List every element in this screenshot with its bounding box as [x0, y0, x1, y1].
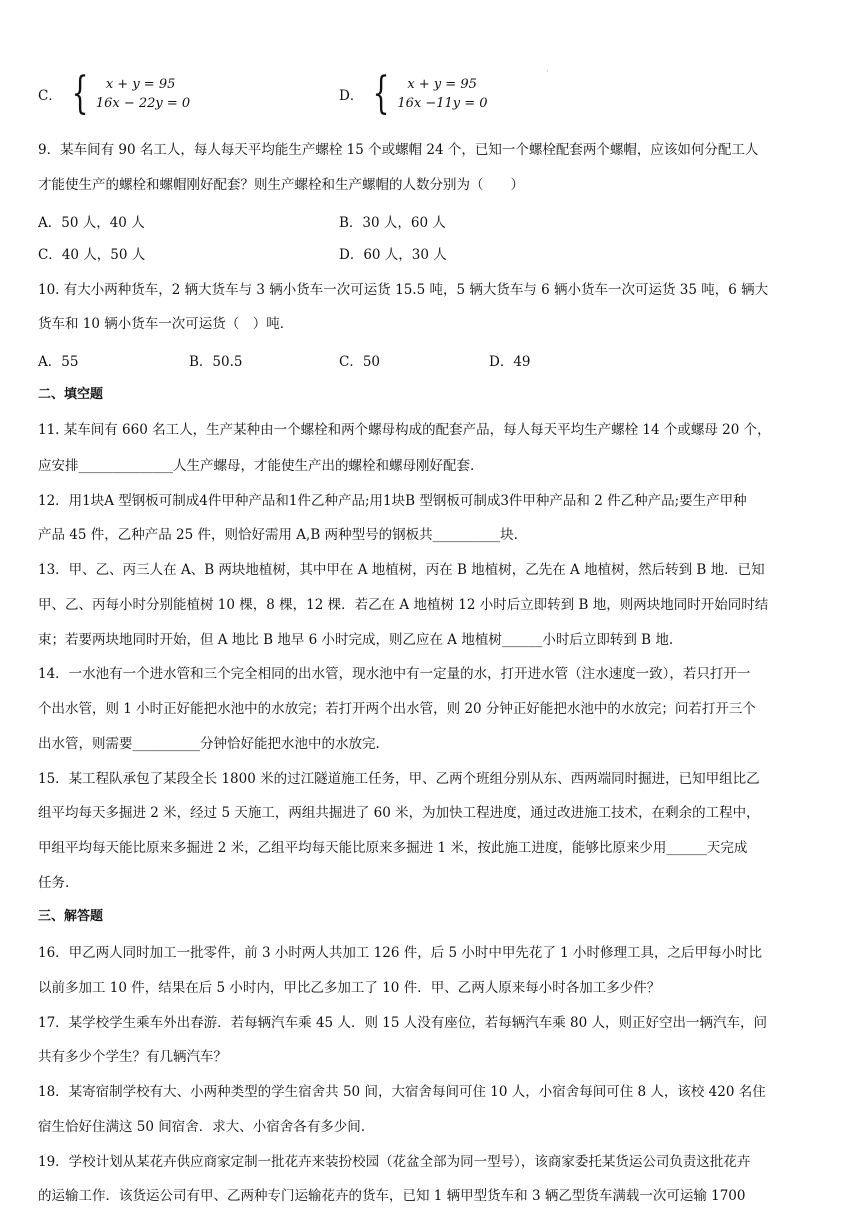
q10-option-d: D．49: [489, 354, 531, 371]
q16-line: 16．甲乙两人同时加工一批零件，前 3 小时两人共加工 126 件，后 5 小时中甲先花了 1 小时修理工具，之后甲每小时比: [38, 944, 763, 961]
section-heading: 三、解答题: [38, 909, 104, 925]
equation-system: [96, 75, 190, 113]
q18-line: 18．某寄宿制学校有大、小两种类型的学生宿舍共 50 间，大宿舍每间可住 10 人，小宿舍每间可住 8 人，该校 420 名住: [38, 1083, 766, 1100]
q18-line: 宿生恰好住满这 50 间宿舍．求大、小宿舍各有多少间.: [38, 1118, 366, 1135]
q9-option-c: C．40 人，50 人: [38, 247, 146, 264]
q8-option-c: [38, 68, 191, 119]
q10-option-b: B．50.5: [189, 354, 243, 371]
q10-option-a: A．55: [38, 354, 79, 371]
q15-line: 任务.: [38, 875, 70, 892]
q12-line: 产品 45 件，乙种产品 25 件，则恰好需用 A,B 两种型号的钢板共__________块.: [38, 526, 518, 543]
q14-line: 14．一水池有一个进水管和三个完全相同的出水管，现水池中有一定量的水，打开进水管（注水速度一致），若只打开一: [38, 665, 751, 682]
section-heading: 二、填空题: [38, 387, 104, 403]
equation: 16x − 22y = 0: [95, 96, 191, 111]
q9-option-a: A．50 人，40 人: [38, 215, 145, 231]
q9-option-d: D．60 人，30 人: [339, 247, 447, 264]
q19-line: 19．学校计划从某花卉供应商家定制一批花卉来装扮校园（花盆全部为同一型号），该商家委托某货运公司负责这批花卉: [38, 1153, 751, 1170]
q15-line: 15．某工程队承包了某段全长 1800 米的过江隧道施工任务，甲、乙两个班组分别从东、西两端同时掘进，已知甲组比乙: [38, 771, 760, 788]
stray-dot: ·: [546, 67, 549, 76]
q17-line: 共有多少个学生？有几辆汽车？: [38, 1048, 227, 1065]
option-label: C．: [38, 88, 62, 104]
q9-line: 才能使生产的螺栓和螺帽刚好配套？则生产螺栓和生产螺帽的人数分别为（ ）: [38, 177, 524, 194]
equation: x + y = 95: [105, 77, 176, 92]
q10-line: 货车和 10 辆小货车一次可运货（ ）吨．: [38, 316, 294, 333]
q11-line: 应安排______________人生产螺母，才能使生产出的螺栓和螺母刚好配套.: [38, 457, 475, 474]
q12-line: 12．用1块A 型钢板可制成4件甲种产品和1件乙种产品;用1块B 型钢板可制成3件甲种产品和 2 件乙种产品;要生产甲种: [38, 492, 747, 509]
q15-line: 组平均每天多掘进 2 米，经过 5 天施工，两组共掘进了 60 米，为加快工程进度，通过改进施工技术，在剩余的工程中，: [38, 805, 760, 822]
q13-line: 甲、乙、丙每小时分别能植树 10 棵，8 棵，12 棵．若乙在 A 地植树 12 小时后立即转到 B 地，则两块地同时开始同时结: [38, 596, 769, 613]
q9-option-b: B．30 人，60 人: [339, 215, 446, 231]
q10-line: 10. 有大小两种货车，2 辆大货车与 3 辆小货车一次可运货 15.5 吨，5 辆大货车与 6 辆小货车一次可运货 35 吨，6 辆大: [38, 282, 769, 299]
equation: 16x −11y = 0: [397, 96, 488, 111]
brace-icon: {: [372, 68, 390, 119]
q14-line: 出水管，则需要__________分钟恰好能把水池中的水放完.: [38, 736, 380, 753]
q19-line: 的运输工作．该货运公司有甲、乙两种专门运输花卉的货车，已知 1 辆甲型货车和 3 辆乙型货车满载一次可运输 1700: [38, 1188, 746, 1204]
brace-icon: {: [71, 68, 89, 119]
q15-line: 甲组平均每天能比原来多掘进 2 米，乙组平均每天能比原来多掘进 1 米，按此施工进度，能够比原来少用______天完成: [38, 840, 748, 857]
q13-line: 13．甲、乙、丙三人在 A、B 两块地植树，其中甲在 A 地植树，丙在 B 地植树，乙先在 A 地植树，然后转到 B 地．已知: [38, 561, 765, 578]
q14-line: 个出水管，则 1 小时正好能把水池中的水放完；若打开两个出水管，则 20 分钟正好能把水池中的水放完；问若打开三个: [38, 701, 756, 717]
q10-option-c: C．50: [339, 354, 381, 371]
q11-line: 11. 某车间有 660 名工人，生产某种由一个螺栓和两个螺母构成的配套产品，每人每天平均生产螺栓 14 个或螺母 20 个，: [38, 422, 771, 439]
q13-line: 束；若要两块地同时开始，但 A 地比 B 地早 6 小时完成，则乙应在 A 地植树______小时后立即转到 B 地.: [38, 631, 674, 648]
equation: x + y = 95: [407, 77, 477, 92]
option-label: D．: [339, 88, 364, 104]
equation-system: [397, 75, 487, 113]
q9-line: 9．某车间有 90 名工人，每人每天平均能生产螺栓 15 个或螺帽 24 个，已知一个螺栓配套两个螺帽，应该如何分配工人: [38, 142, 759, 158]
q8-option-d: [339, 68, 488, 119]
q17-line: 17．某学校学生乘车外出春游．若每辆汽车乘 45 人．则 15 人没有座位，若每辆汽车乘 80 人，则正好空出一辆汽车，问: [38, 1014, 767, 1031]
q16-line: 以前多加工 10 件，结果在后 5 小时内，甲比乙多加工了 10 件．甲、乙两人原来每小时各加工多少件？: [38, 979, 661, 996]
